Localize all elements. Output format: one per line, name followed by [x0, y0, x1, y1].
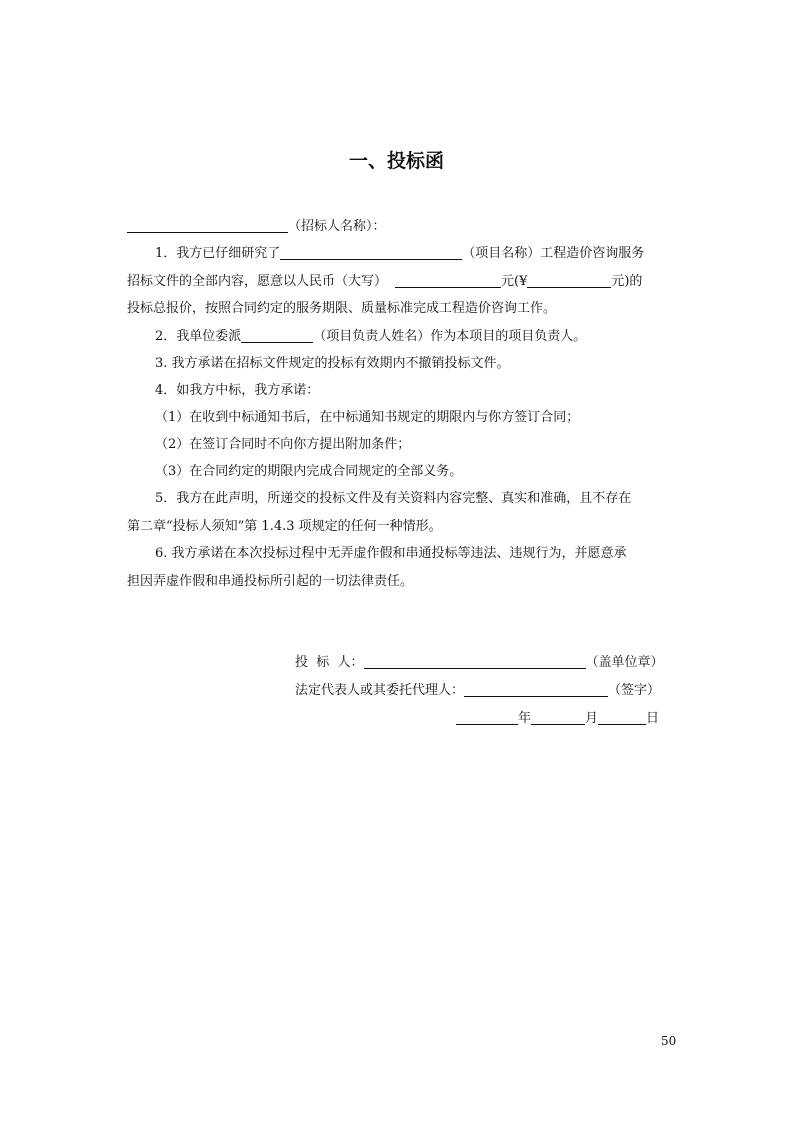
representative-note: （签字） [608, 683, 661, 698]
item4-sub1: （1）在收到中标通知书后，在中标通知书规定的期限内与你方签订合同； [155, 410, 580, 425]
date-line [456, 710, 659, 728]
representative-label: 法定代表人或其委托代理人： [295, 683, 465, 698]
representative-sign-blank[interactable] [464, 682, 608, 697]
year-label: 年 [518, 711, 532, 726]
addressee-line [127, 218, 386, 236]
item2-text-b: （项目负责人姓名）作为本项目的项目负责人。 [313, 329, 587, 344]
item4-sub3: （3）在合同约定的期限内完成合同规定的全部义务。 [155, 464, 463, 479]
item5-line1: 5．我方在此声明，所递交的投标文件及有关资料内容完整、真实和准确，且不存在 [155, 491, 632, 506]
bidder-note: （盖单位章） [585, 655, 664, 670]
representative-signature-line [295, 682, 660, 700]
bidder-label: 投 标 人： [295, 655, 364, 670]
project-name-blank[interactable] [280, 245, 462, 260]
day-label: 日 [646, 711, 660, 726]
item4-line: 4．如我方中标，我方承诺： [155, 383, 320, 398]
project-leader-blank[interactable] [241, 328, 313, 343]
bidder-signature-line [295, 654, 664, 672]
item1-text-a: 1．我方已仔细研究了 [155, 246, 281, 261]
bidder-seal-blank[interactable] [364, 654, 586, 669]
month-blank[interactable] [531, 710, 585, 725]
bidder-name-blank[interactable] [127, 218, 288, 233]
item6-line1: 6. 我方承诺在本次投标过程中无弄虚作假和串通投标等违法、违规行为，并愿意承 [155, 546, 627, 561]
item6-line2: 担因弄虚作假和串通投标所引起的一切法律责任。 [127, 574, 414, 589]
item4-sub2: （2）在签订合同时不向你方提出附加条件； [155, 437, 411, 452]
amount-figures-blank[interactable] [527, 273, 611, 288]
item1-line3: 投标总报价，按照合同约定的服务期限、质量标准完成工程造价咨询工作。 [127, 301, 557, 316]
item2-line [155, 328, 586, 346]
year-blank[interactable] [456, 710, 518, 725]
item1-text-c: 招标文件的全部内容，愿意以人民币（大写） [127, 274, 388, 289]
item1-text-d: 元(¥ [501, 274, 528, 289]
item5-line2: 第二章“投标人须知”第 1.4.3 项规定的任何一种情形。 [127, 519, 442, 534]
day-blank[interactable] [598, 710, 646, 725]
item3-line: 3. 我方承诺在招标文件规定的投标有效期内不撤销投标文件。 [155, 356, 510, 371]
item1-text-e: 元)的 [611, 274, 643, 289]
page-title: 一、投标函 [348, 150, 444, 172]
amount-words-blank[interactable] [395, 273, 501, 288]
item1-text-b: （项目名称）工程造价咨询服务 [462, 246, 645, 261]
item1-line1 [155, 245, 644, 263]
month-label: 月 [585, 711, 599, 726]
page-number: 50 [661, 1034, 677, 1048]
addressee-suffix: （招标人名称）： [288, 219, 386, 234]
item1-line2 [127, 273, 642, 291]
item2-text-a: 2．我单位委派 [155, 329, 242, 344]
